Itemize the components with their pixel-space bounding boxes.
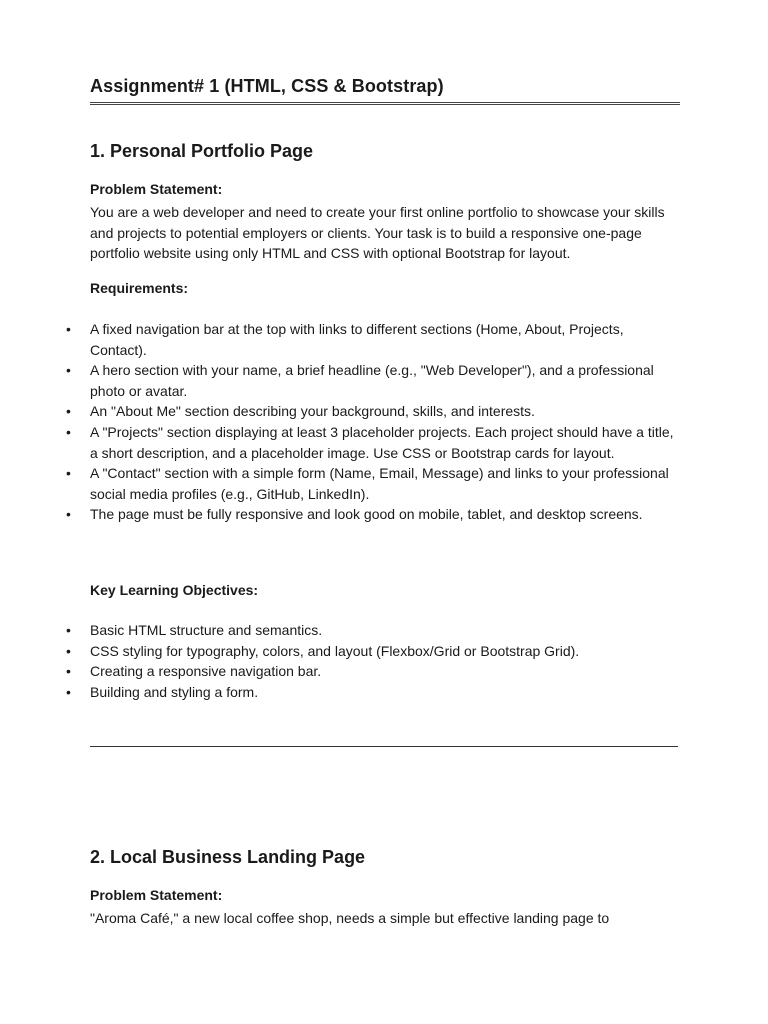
- requirement-text: A fixed navigation bar at the top with links to different sections (Home, About, Projects, Contact).: [90, 321, 624, 358]
- learning-objectives-label: Key Learning Objectives:: [90, 582, 259, 598]
- bullet-icon: •: [66, 663, 71, 680]
- section-local-business: [90, 847, 680, 926]
- document-title: Assignment# 1 (HTML, CSS & Bootstrap): [90, 76, 444, 96]
- requirement-text: A "Contact" section with a simple form (Name, Email, Message) and links to your professional social media profiles (e.g., GitHub, LinkedIn).: [90, 465, 669, 502]
- bullet-icon: •: [66, 321, 71, 337]
- objective-text: CSS styling for typography, colors, and layout (Flexbox/Grid or Bootstrap Grid).: [90, 642, 580, 659]
- bullet-icon: •: [66, 622, 71, 638]
- list-item: [66, 360, 682, 401]
- section-heading: 1. Personal Portfolio Page: [90, 141, 314, 161]
- bullet-icon: •: [66, 362, 71, 379]
- problem-statement-text: "Aroma Café," a new local coffee shop, needs a simple but effective landing page to: [90, 910, 610, 926]
- list-item: [66, 682, 682, 703]
- requirement-text: A "Projects" section displaying at least 3 placeholder projects. Each project should have a title, a short description, and a placeholder image. Use CSS or Bootstrap cards for layout.: [90, 423, 674, 461]
- list-item: [66, 422, 682, 463]
- objective-text: Building and styling a form.: [90, 683, 259, 700]
- title-double-rule: [90, 102, 680, 105]
- problem-statement-text: You are a web developer and need to create your first online portfolio to showcase your skills and projects to potential employers or clients. Your task is to build a responsive one-page portfolio website using only HTML and CSS with optional Bootstrap for layout.: [90, 204, 665, 261]
- list-item: [66, 620, 682, 641]
- list-item: [66, 504, 682, 525]
- objective-text: Creating a responsive navigation bar.: [90, 663, 322, 680]
- requirement-text: The page must be fully responsive and look good on mobile, tablet, and desktop screens.: [90, 506, 643, 523]
- section-heading: 2. Local Business Landing Page: [90, 847, 366, 867]
- requirements-label: Requirements:: [90, 280, 189, 296]
- list-item: [66, 319, 682, 360]
- bullet-icon: •: [66, 465, 71, 482]
- requirements-list: [66, 319, 682, 525]
- list-item: [66, 401, 682, 422]
- problem-statement-label: Problem Statement:: [90, 181, 223, 197]
- bullet-icon: •: [66, 506, 71, 523]
- objective-text: Basic HTML structure and semantics.: [90, 622, 323, 638]
- list-item: [66, 661, 682, 682]
- list-item: [66, 641, 682, 662]
- section-divider: [90, 746, 678, 747]
- bullet-icon: •: [66, 683, 71, 700]
- requirement-text: A hero section with your name, a brief headline (e.g., "Web Developer"), and a professional photo or avatar.: [90, 362, 654, 399]
- bullet-icon: •: [66, 403, 71, 420]
- requirement-text: An "About Me" section describing your background, skills, and interests.: [90, 403, 535, 420]
- bullet-icon: •: [66, 642, 71, 659]
- list-item: [66, 463, 682, 504]
- section-personal-portfolio: [66, 141, 680, 700]
- bullet-icon: •: [66, 423, 71, 440]
- problem-statement-label: Problem Statement:: [90, 887, 223, 903]
- objectives-list: [66, 620, 682, 702]
